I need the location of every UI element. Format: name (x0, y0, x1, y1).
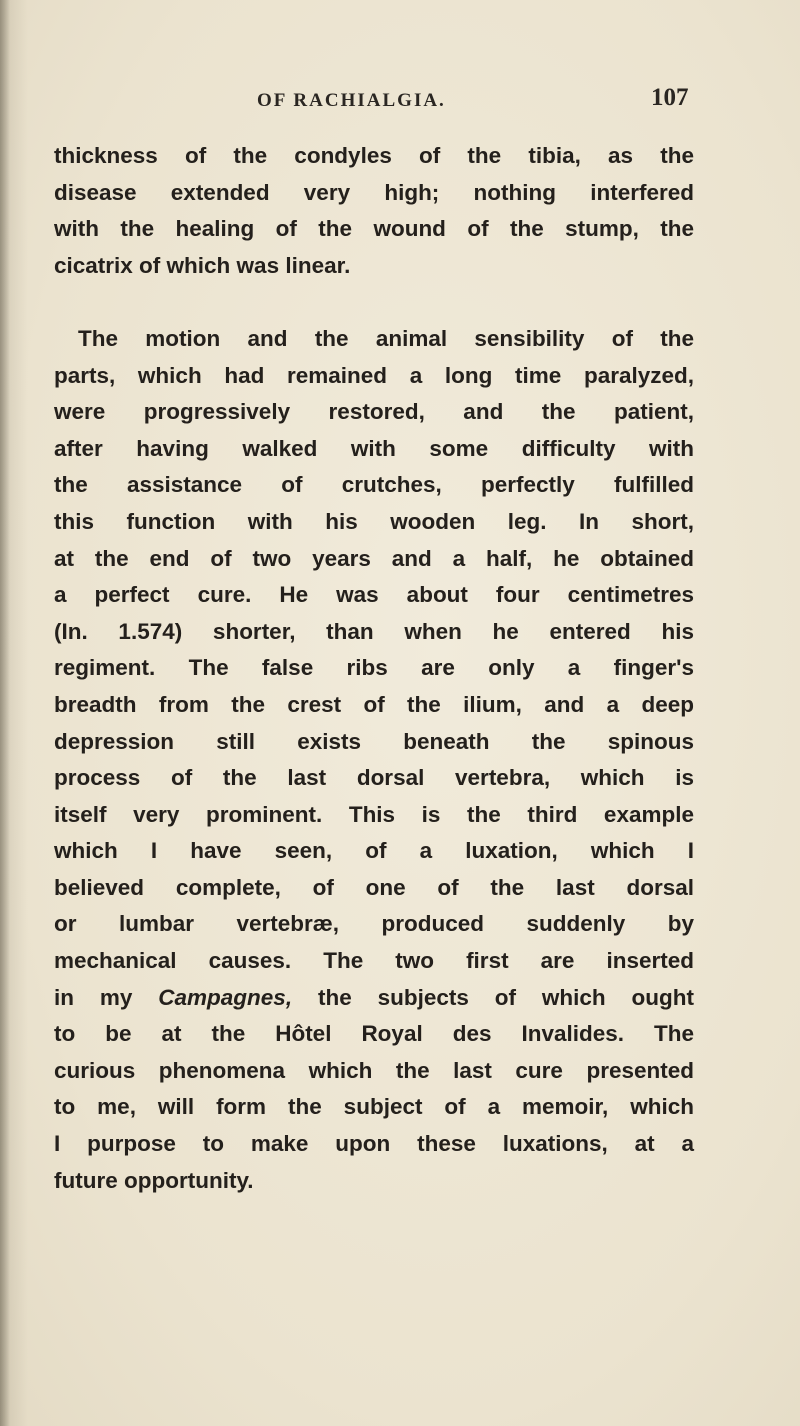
text-line: at the end of two years and a half, he obtained (54, 545, 694, 571)
text-line: this function with his wooden leg. In short, (54, 508, 694, 534)
text-line: the assistance of crutches, perfectly fulfilled (54, 472, 694, 498)
paragraph-gap (54, 284, 694, 321)
binding-shadow (0, 0, 10, 1426)
text-line: mechanical causes. The two first are inserted (54, 948, 694, 974)
text-line: which I have seen, of a luxation, which I (54, 838, 694, 864)
text-line: regiment. The false ribs are only a finger's (54, 655, 694, 681)
text-line: believed complete, of one of the last dorsal (54, 874, 694, 900)
text-line: future opportunity. (54, 1167, 254, 1193)
text-line: I purpose to make upon these luxations, at a (54, 1131, 694, 1157)
text-line: cicatrix of which was linear. (54, 252, 351, 278)
text-line: (In. 1.574) shorter, than when he entered his (54, 618, 694, 644)
text-line: disease extended very high; nothing interfered (54, 179, 694, 205)
text-fragment: in my (54, 984, 159, 1010)
text-fragment: the subjects of which ought (292, 984, 694, 1010)
text-line: after having walked with some difficulty with (54, 435, 694, 461)
text-line: were progressively restored, and the patient, (54, 399, 694, 425)
text-line: to be at the Hôtel Royal des Invalides. The (54, 1021, 694, 1047)
body-text (54, 138, 694, 1199)
text-line: process of the last dorsal vertebra, which is (54, 765, 694, 791)
page-number: 107 (651, 84, 689, 111)
text-line: to me, will form the subject of a memoir, which (54, 1094, 694, 1120)
text-line-with-italic (54, 980, 694, 1017)
text-line: or lumbar vertebræ, produced suddenly by (54, 911, 694, 937)
text-line: curious phenomena which the last cure presented (54, 1057, 694, 1083)
text-line: parts, which had remained a long time paralyzed, (54, 362, 694, 388)
running-title: OF RACHIALGIA. (257, 90, 446, 111)
text-line: itself very prominent. This is the third example (54, 801, 694, 827)
text-line: thickness of the condyles of the tibia, as the (54, 143, 694, 168)
text-line: depression still exists beneath the spinous (54, 728, 694, 754)
running-header (60, 84, 700, 114)
text-line: The motion and the animal sensibility of the (78, 325, 694, 351)
text-line: with the healing of the wound of the stump, the (54, 216, 694, 242)
text-line: breadth from the crest of the ilium, and a deep (54, 691, 694, 717)
text-line: a perfect cure. He was about four centimetres (54, 582, 694, 608)
italic-title-campagnes: Campagnes, (158, 984, 293, 1010)
